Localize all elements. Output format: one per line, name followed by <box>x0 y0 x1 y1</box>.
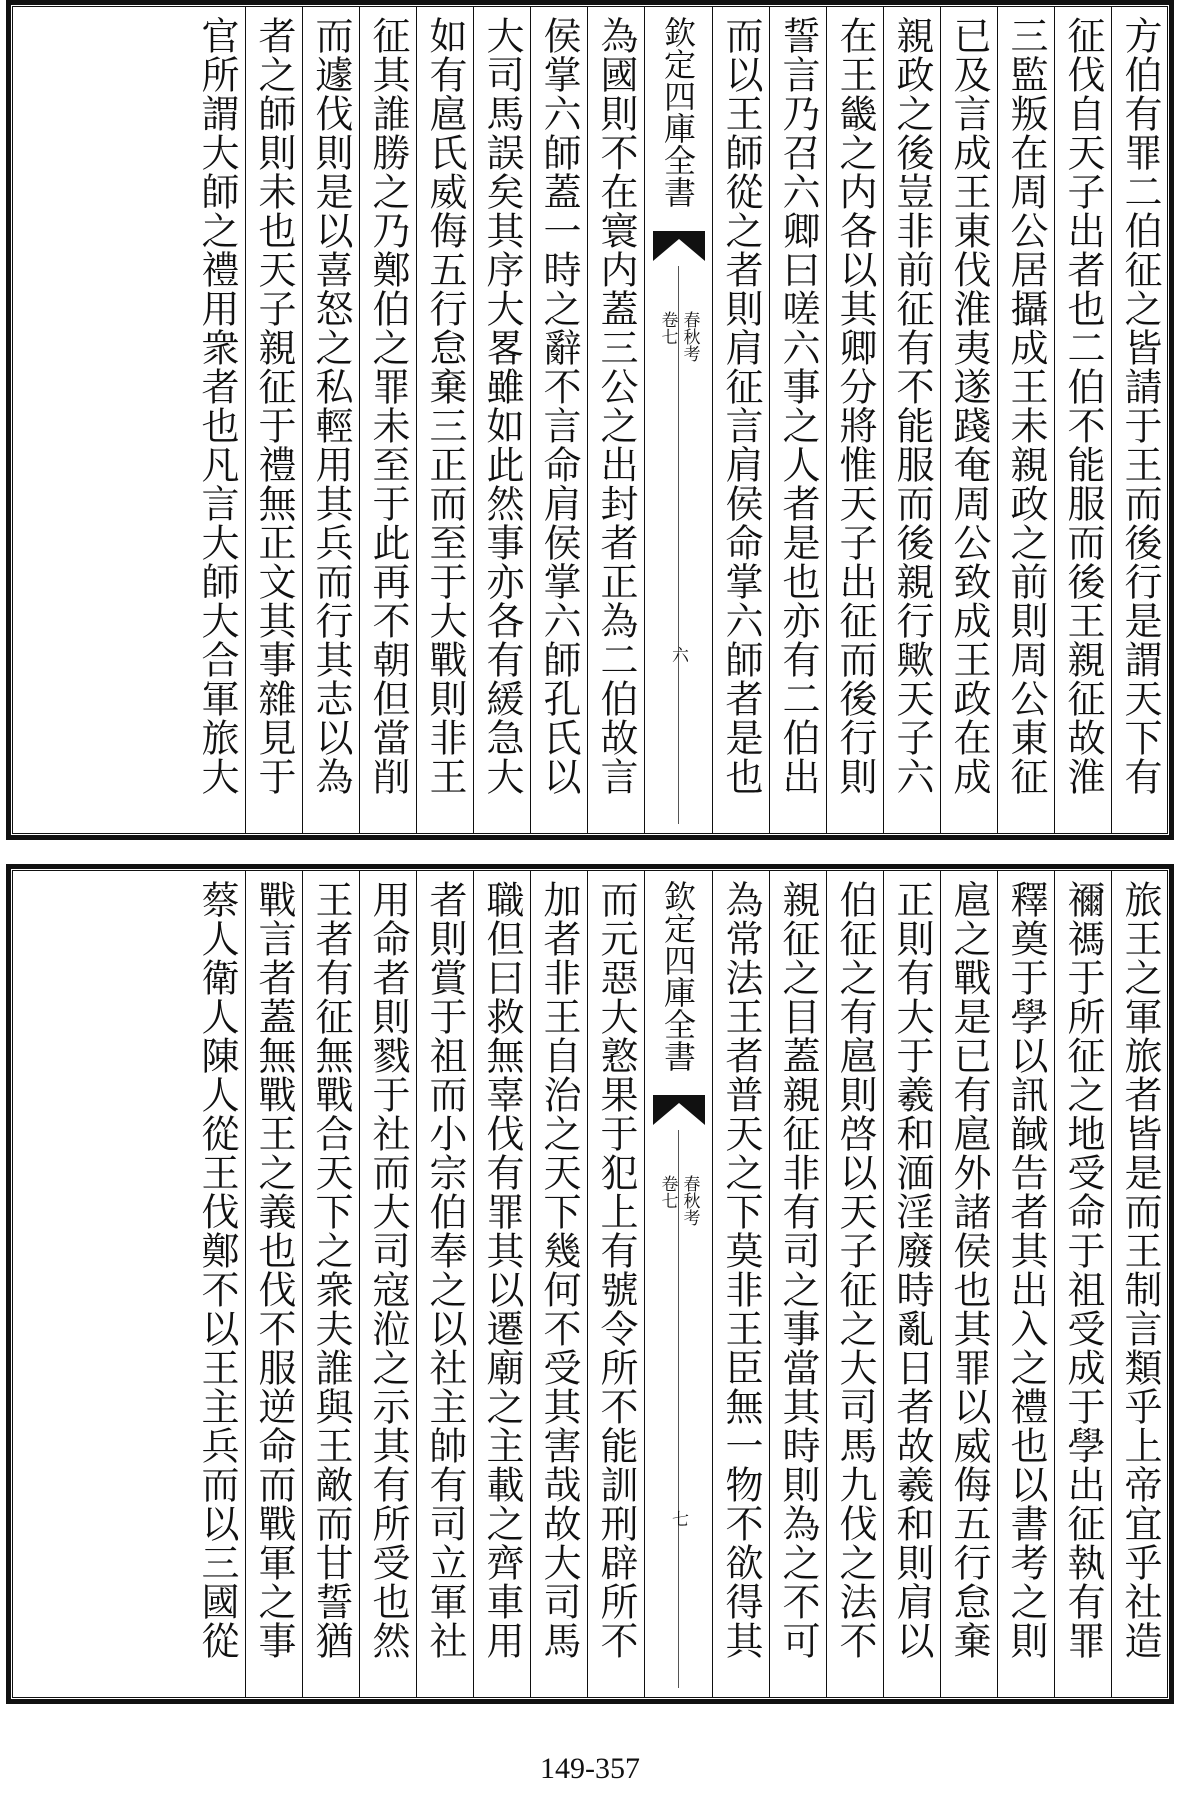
text-column: 在王畿之内各以其卿分將惟天子出征而後行則 <box>826 6 883 834</box>
text-column: 用命者則戮于社而大司寇涖之示其有所受也然 <box>359 870 416 1698</box>
text-column: 蔡人衛人陳人從王伐鄭不以王主兵而以三國從 <box>195 880 239 1660</box>
text-column: 釋奠于學以訊馘告者其出入之禮也以書考之則 <box>997 870 1054 1698</box>
text-column: 伯征之有扈則啓以天子征之大司馬九伐之法不 <box>826 870 883 1698</box>
text-column: 王者有征無戰合天下之衆夫誰與王敵而甘誓猶 <box>302 870 359 1698</box>
text-column: 職但曰救無辜伐有罪其以遷廟之主載之齊車用 <box>473 870 530 1698</box>
text-columns <box>12 6 1168 834</box>
text-column: 扈之戰是已有扈外諸侯也其罪以威侮五行怠棄 <box>940 870 997 1698</box>
book-title: 欽定四庫全書 <box>659 880 697 1072</box>
section-label: 春秋考 卷七 <box>657 1175 700 1226</box>
text-column: 為國則不在寰内蓋三公之出封者正為二伯故言 <box>587 6 644 834</box>
text-column: 已及言成王東伐淮夷遂踐奄周公致成王政在成 <box>940 6 997 834</box>
text-column: 征其誰勝之乃鄭伯之罪未至于此再不朝但當削 <box>359 6 416 834</box>
text-column: 親征之目蓋親征非有司之事當其時則為之不可 <box>769 870 826 1698</box>
text-column: 者之師則未也天子親征于禮無正文其事雜見于 <box>245 6 302 834</box>
text-column: 親政之後豈非前征有不能服而後親行歟天子六 <box>883 6 940 834</box>
text-column: 方伯有罪二伯征之皆請于王而後行是謂天下有 <box>1111 6 1168 834</box>
text-column: 如有扈氏威侮五行怠棄三正而至于大戰則非王 <box>416 6 473 834</box>
text-column: 征伐自天子出者也二伯不能服而後王親征故淮 <box>1054 6 1111 834</box>
book-title: 欽定四庫全書 <box>659 16 697 208</box>
text-column: 戰言者蓋無戰王之義也伐不服逆命而戰軍之事 <box>245 870 302 1698</box>
text-column: 旅王之軍旅者皆是而王制言類乎上帝宜乎社造 <box>1111 870 1168 1698</box>
page-number: 七 <box>668 1510 688 1527</box>
center-fold <box>644 870 712 1698</box>
fish-tail-mark <box>653 1095 705 1125</box>
text-column: 大司馬誤矣其序大畧雖如此然事亦各有緩急大 <box>473 6 530 834</box>
text-column: 官所謂大師之禮用衆者也凡言大師大合軍旅大 <box>195 16 239 796</box>
text-column: 而遽伐則是以喜怒之私輕用其兵而行其志以為 <box>302 6 359 834</box>
fish-tail-mark <box>653 231 705 261</box>
text-column: 加者非王自治之天下幾何不受其害哉故大司馬 <box>530 870 587 1698</box>
text-column: 者則賞于祖而小宗伯奉之以社主帥有司立軍社 <box>416 870 473 1698</box>
page-number: 六 <box>668 646 688 663</box>
text-column: 而以王師從之者則肩征言肩侯命掌六師者是也 <box>712 6 769 834</box>
text-column: 誓言乃召六卿曰嗟六事之人者是也亦有二伯出 <box>769 6 826 834</box>
lower-page <box>6 864 1174 1704</box>
text-column: 侯掌六師蓋一時之辭不言命肩侯掌六師孔氏以 <box>530 6 587 834</box>
upper-page <box>6 0 1174 840</box>
text-column: 禰禡于所征之地受命于祖受成于學出征執有罪 <box>1054 870 1111 1698</box>
text-column: 為常法王者普天之下莫非王臣無一物不欲得其 <box>712 870 769 1698</box>
text-column: 三監叛在周公居攝成王未親政之前則周公東征 <box>997 6 1054 834</box>
section-label: 春秋考 卷七 <box>657 311 700 362</box>
center-fold <box>644 6 712 834</box>
text-column: 正則有大于羲和湎淫廢時亂日者故羲和則肩以 <box>883 870 940 1698</box>
text-columns <box>12 870 1168 1698</box>
folio-number: 149-357 <box>540 1752 640 1785</box>
text-column: 而元惡大憝果于犯上有號令所不能訓刑辟所不 <box>587 870 644 1698</box>
